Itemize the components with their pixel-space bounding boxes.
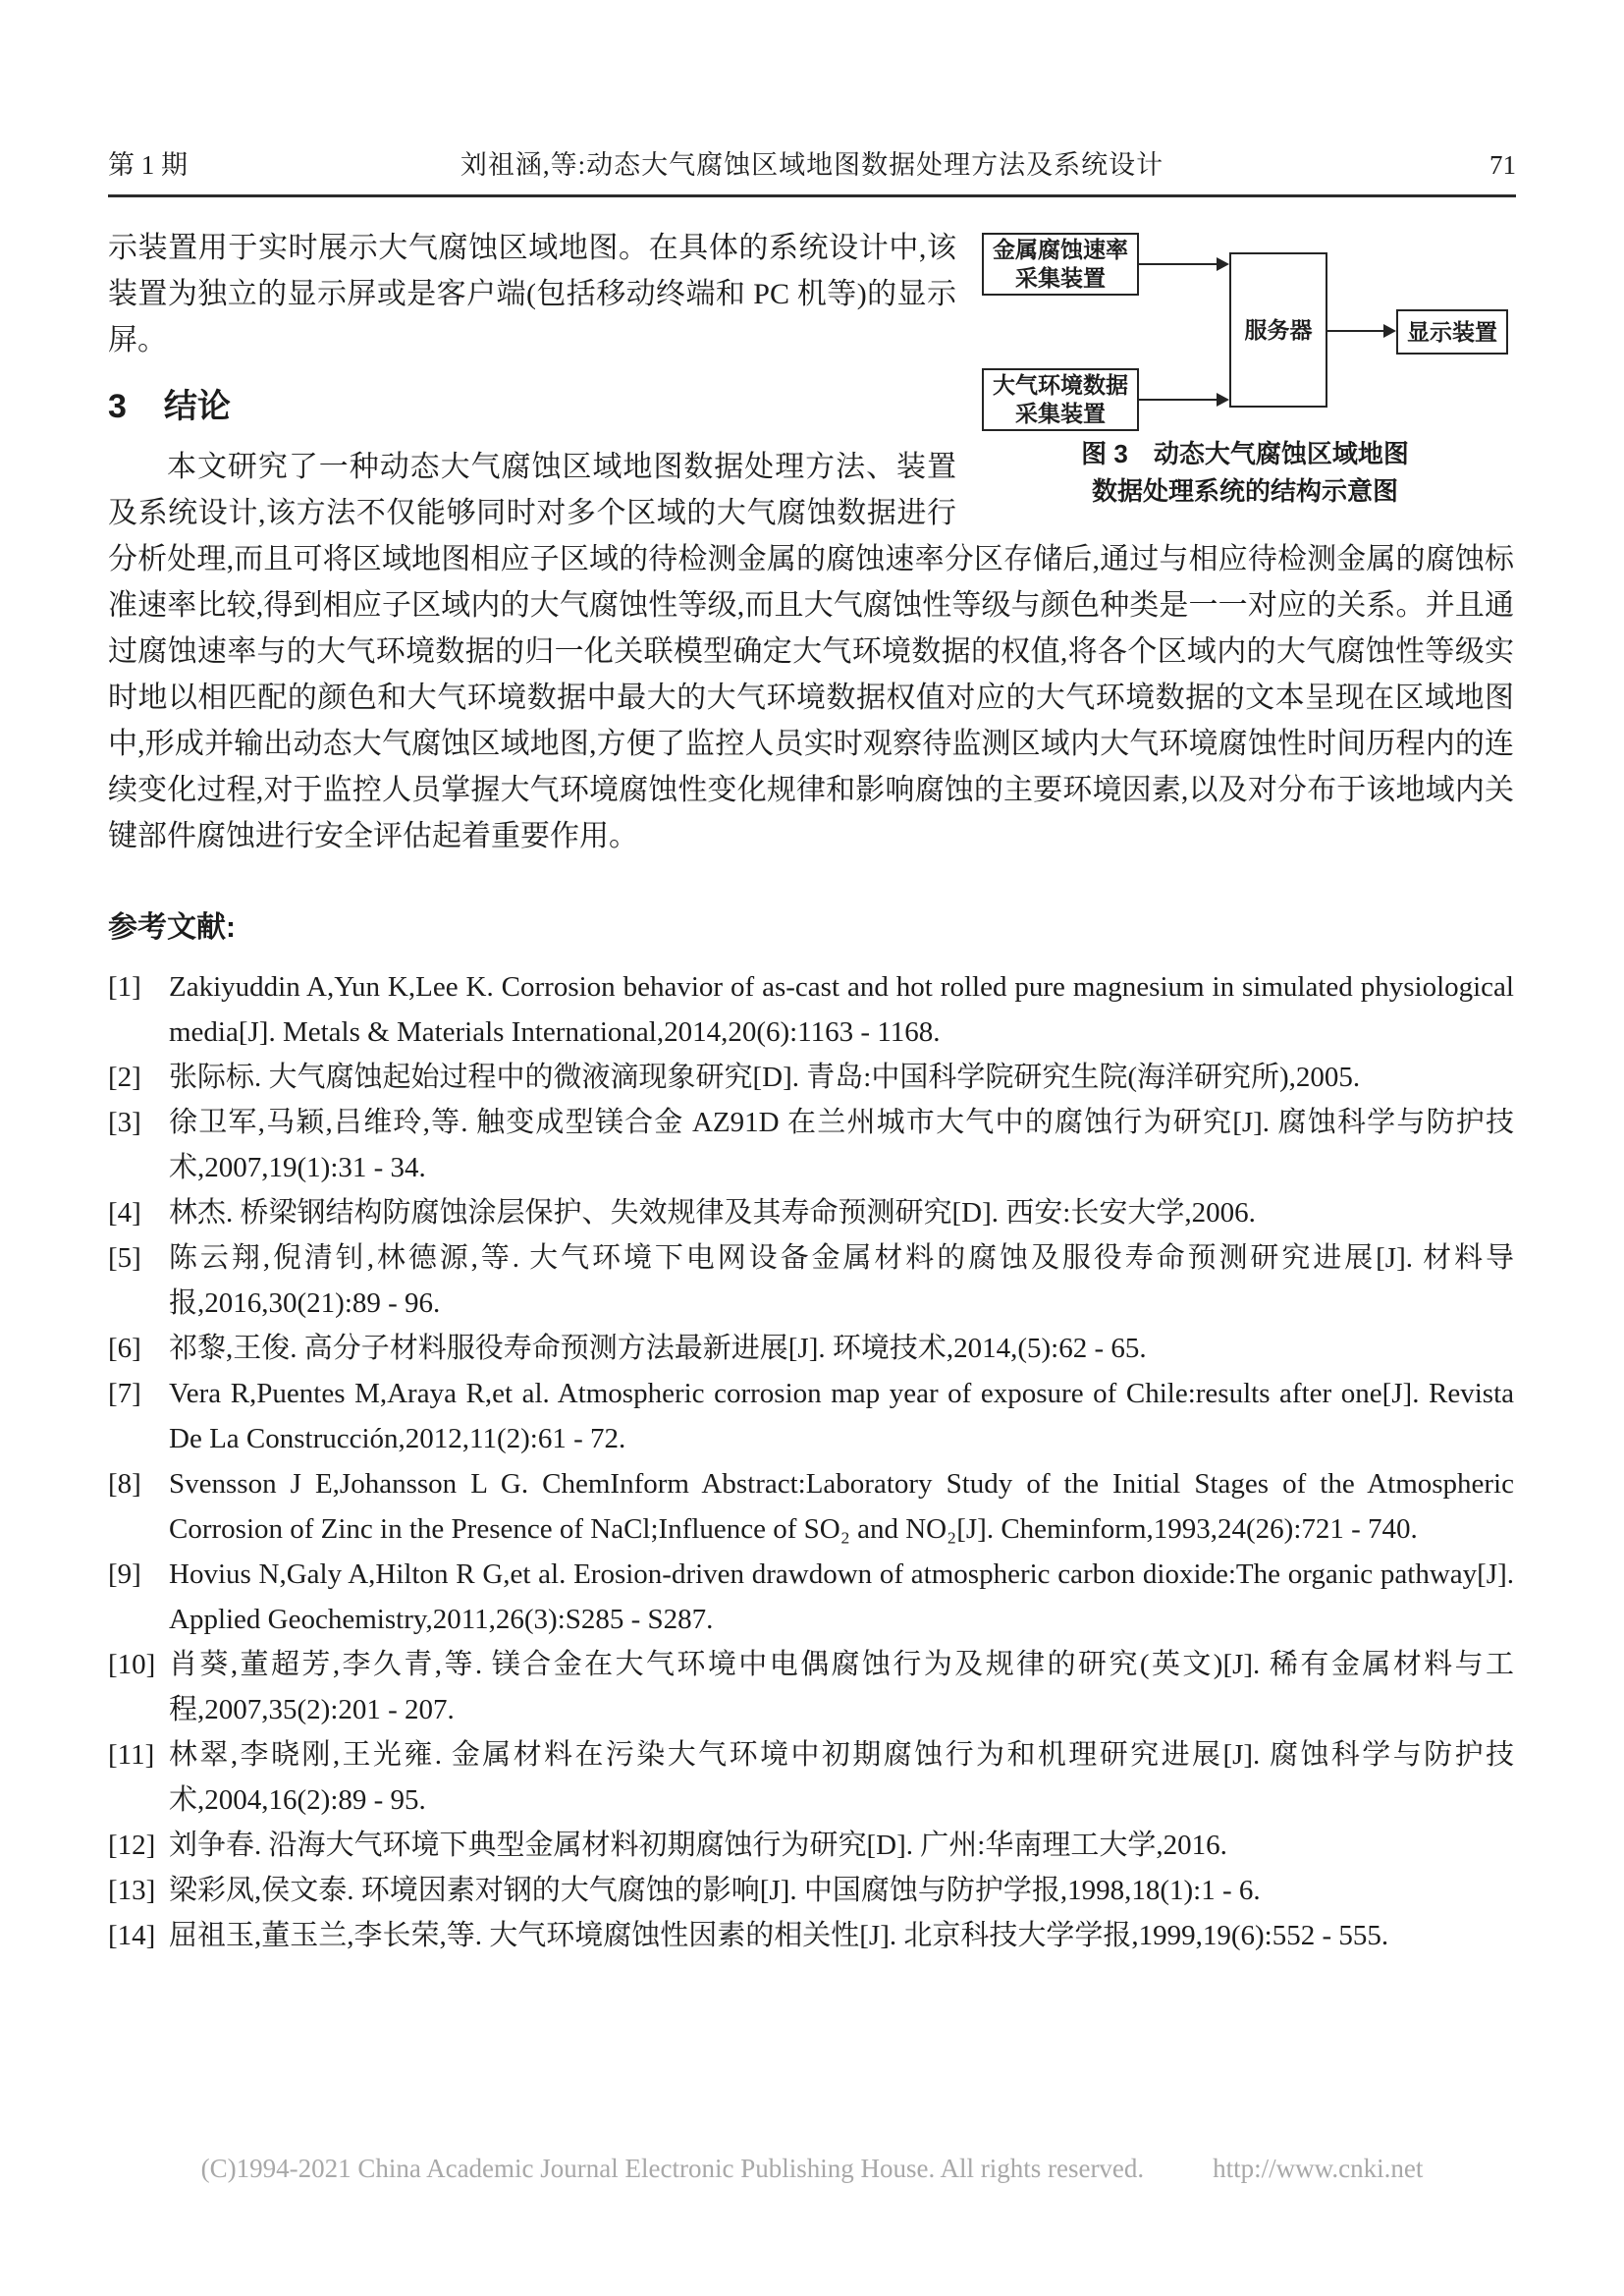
reference-text: 林翠,李晓刚,王光雍. 金属材料在污染大气环境中初期腐蚀行为和机理研究进展[J]. 腐蚀科学与防护技术,2004,16(2):89 - 95. xyxy=(169,1739,1514,1816)
reference-text: 刘争春. 沿海大气环境下典型金属材料初期腐蚀行为研究[D]. 广州:华南理工大学,2016. xyxy=(169,1830,1227,1861)
reference-number: [10] xyxy=(108,1649,156,1680)
page-footer xyxy=(108,2153,1516,2184)
reference-text: 陈云翔,倪清钊,林德源,等. 大气环境下电网设备金属材料的腐蚀及服役寿命预测研究进展[J]. 材料导报,2016,30(21):89 - 96. xyxy=(169,1242,1514,1319)
section-title: 结论 xyxy=(163,388,231,425)
reference-text: Zakiyuddin A,Yun K,Lee K. Corrosion behavior of as-cast and hot rolled pure magnesium in simulated physiological media[J]. Metals & Materials International,2014,20(6):1163 - 1168. xyxy=(169,971,1514,1048)
reference-text: 徐卫军,马颖,吕维玲,等. 触变成型镁合金 AZ91D 在兰州城市大气中的腐蚀行为研究[J]. 腐蚀科学与防护技术,2007,19(1):31 - 34. xyxy=(169,1107,1514,1183)
figure-caption-line1: 图 3 动态大气腐蚀区域地图 xyxy=(1081,439,1409,468)
server-box xyxy=(1229,252,1327,408)
reference-number: [9] xyxy=(108,1558,141,1590)
reference-number: [12] xyxy=(108,1830,156,1861)
metal-box-label-line1: 金属腐蚀速率 xyxy=(993,237,1128,262)
reference-number: [11] xyxy=(108,1739,155,1771)
figure-caption-line2: 数据处理系统的结构示意图 xyxy=(1091,476,1398,506)
reference-text: 梁彩凤,侯文泰. 环境因素对钢的大气腐蚀的影响[J]. 中国腐蚀与防护学报,1998,18(1):1 - 6. xyxy=(169,1875,1261,1906)
reference-text: 肖葵,董超芳,李久青,等. 镁合金在大气环境中电偶腐蚀行为及规律的研究(英文)[J]. 稀有金属材料与工程,2007,35(2):201 - 207. xyxy=(169,1649,1514,1725)
display-device-box xyxy=(1396,309,1508,355)
references-heading: 参考文献: xyxy=(108,911,236,944)
reference-number: [1] xyxy=(108,971,141,1003)
reference-number: [7] xyxy=(108,1378,141,1409)
reference-item xyxy=(108,1552,1514,1642)
reference-number: [3] xyxy=(108,1107,141,1138)
footer-copyright: (C)1994-2021 China Academic Journal Electronic Publishing House. All rights reserved. xyxy=(200,2154,1145,2183)
figure-caption xyxy=(976,435,1514,510)
server-box-label: 服务器 xyxy=(1244,316,1313,343)
reference-text: Hovius N,Galy A,Hilton R G,et al. Erosion-driven drawdown of atmospheric carbon dioxide:The organic pathway[J]. Applied Geochemistry,2011,26(3):S285 - S287. xyxy=(169,1558,1514,1635)
reference-text: 林杰. 桥梁钢结构防腐蚀涂层保护、失效规律及其寿命预测研究[D]. 西安:长安大学,2006. xyxy=(169,1197,1256,1229)
footer-url: http://www.cnki.net xyxy=(1213,2154,1424,2183)
reference-text: 祁黎,王俊. 高分子材料服役寿命预测方法最新进展[J]. 环境技术,2014,(5):62 - 65. xyxy=(169,1333,1147,1364)
reference-item xyxy=(108,1100,1514,1190)
reference-text: 屈祖玉,董玉兰,李长荣,等. 大气环境腐蚀性因素的相关性[J]. 北京科技大学学报,1999,19(6):552 - 555. xyxy=(169,1920,1389,1951)
reference-number: [13] xyxy=(108,1875,156,1906)
page-content xyxy=(108,225,1514,1958)
arrow-icon xyxy=(1139,263,1227,265)
reference-item xyxy=(108,1461,1514,1552)
reference-number: [2] xyxy=(108,1062,141,1093)
reference-item xyxy=(108,1190,1514,1235)
atmos-box-label-line1: 大气环境数据 xyxy=(993,372,1128,398)
reference-item xyxy=(108,1055,1514,1100)
reference-text: Svensson J E,Johansson L G. ChemInform Abstract:Laboratory Study of the Initial Stages of the Atmospheric Corrosion of Zinc in the Presence of NaCl;Influence of SO₂ and NO₂[J]. Cheminform,1993,24(26):721 - 740. xyxy=(169,1468,1514,1545)
arrow-icon xyxy=(1139,399,1227,401)
arrow-icon xyxy=(1327,330,1394,332)
reference-item xyxy=(108,1732,1514,1823)
atmospheric-data-collector-box xyxy=(982,368,1139,431)
reference-number: [5] xyxy=(108,1242,141,1274)
section-number: 3 xyxy=(108,388,127,425)
page-header xyxy=(108,149,1516,181)
metal-box-label-line2: 采集装置 xyxy=(1015,265,1106,291)
reference-item xyxy=(108,1642,1514,1732)
conclusion-paragraph: 本文研究了一种动态大气腐蚀区域地图数据处理方法、装置及系统设计,该方法不仅能够同时对多个区域的大气腐蚀数据进行分析处理,而且可将区域地图相应子区域的待检测金属的腐蚀速率分区存储后,通过与相应待检测金属的腐蚀标准速率比较,得到相应子区域内的大气腐蚀性等级,而且大气腐蚀性等级与颜色种类是一一对应的关系。并且通过腐蚀速率与的大气环境数据的归一化关联模型确定大气环境数据的权值,将各个区域内的大气腐蚀性等级实时地以相匹配的颜色和大气环境数据中最大的大气环境数据权值对应的大气环境数据的文本呈现在区域地图中,形成并输出动态大气腐蚀区域地图,方便了监控人员实时观察待监测区域内大气环境腐蚀性时间历程内的连续变化过程,对于监控人员掌握大气环境腐蚀性变化规律和影响腐蚀的主要环境因素,以及对分布于该地域内关键部件腐蚀进行安全评估起着重要作用。 xyxy=(108,451,1514,852)
reference-item xyxy=(108,1235,1514,1326)
display-box-label: 显示装置 xyxy=(1407,318,1497,345)
reference-number: [6] xyxy=(108,1333,141,1364)
reference-number: [8] xyxy=(108,1468,141,1500)
reference-number: [14] xyxy=(108,1920,156,1951)
reference-text: 张际标. 大气腐蚀起始过程中的微液滴现象研究[D]. 青岛:中国科学院研究生院(海洋研究所),2005. xyxy=(169,1062,1361,1093)
reference-item xyxy=(108,964,1514,1055)
intro-paragraph: 示装置用于实时展示大气腐蚀区域地图。在具体的系统设计中,该装置为独立的显示屏或是客户端(包括移动终端和 PC 机等)的显示屏。 xyxy=(108,232,956,356)
header-page-number: 71 xyxy=(1489,150,1516,180)
atmos-box-label-line2: 采集装置 xyxy=(1015,401,1106,426)
reference-number: [4] xyxy=(108,1197,141,1229)
reference-item xyxy=(108,1371,1514,1461)
reference-item xyxy=(108,1868,1514,1913)
header-rule xyxy=(108,194,1516,197)
figure-diagram xyxy=(976,225,1514,426)
references-list xyxy=(108,964,1514,1958)
reference-item xyxy=(108,1913,1514,1958)
reference-item xyxy=(108,1326,1514,1371)
header-issue: 第 1 期 xyxy=(108,150,188,180)
header-running-title: 刘祖涵,等:动态大气腐蚀区域地图数据处理方法及系统设计 xyxy=(460,150,1164,180)
figure-3 xyxy=(976,225,1514,523)
metal-corrosion-collector-box xyxy=(982,233,1139,296)
reference-item xyxy=(108,1823,1514,1868)
reference-text: Vera R,Puentes M,Araya R,et al. Atmospheric corrosion map year of exposure of Chile:results after one[J]. Revista De La Construcción,2012,11(2):61 - 72. xyxy=(169,1378,1514,1454)
